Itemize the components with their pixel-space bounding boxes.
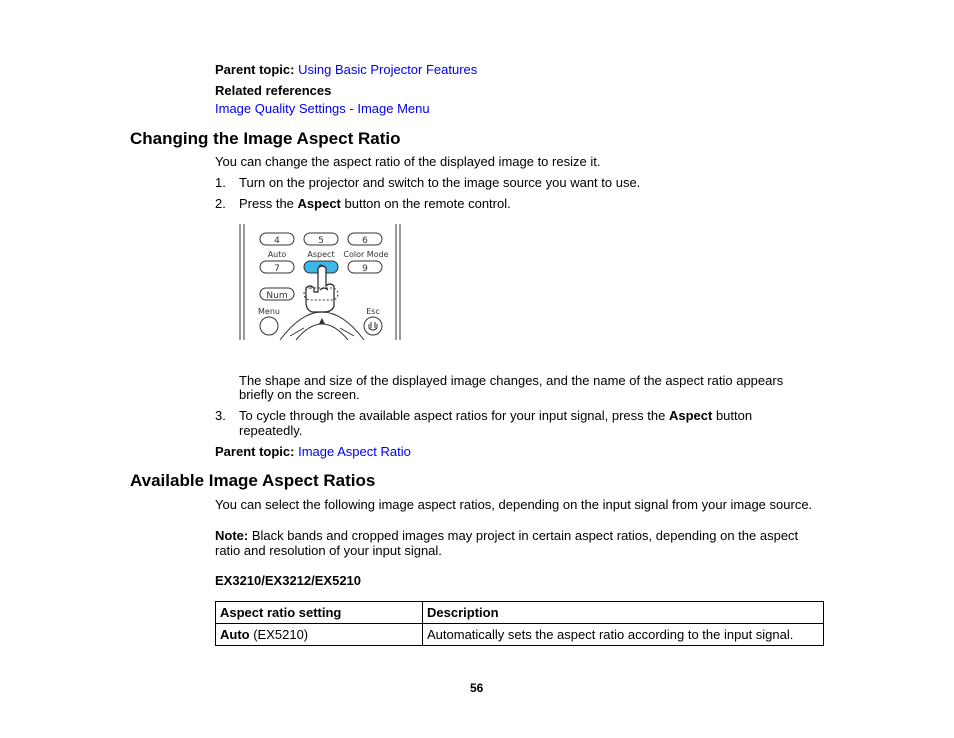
menu-label: Menu [258, 307, 280, 316]
note-line1 [215, 528, 798, 543]
step-3-text-a: To cycle through the available aspect ratios for your input signal, press the [239, 408, 669, 423]
remote-control-illustration [238, 224, 404, 342]
parent-topic-line [215, 62, 477, 77]
table-cell-description: Automatically sets the aspect ratio according to the input signal. [423, 624, 824, 646]
key-6-label: 6 [362, 236, 368, 246]
esc-label: Esc [366, 307, 380, 316]
section-heading-changing-aspect: Changing the Image Aspect Ratio [130, 129, 401, 148]
step-3-text-line2: repeatedly. [239, 423, 303, 438]
result-text-line1: The shape and size of the displayed image changes, and the name of the aspect ratio appears [239, 373, 784, 388]
models-heading: EX3210/EX3212/EX5210 [215, 573, 362, 588]
color-mode-label: Color Mode [343, 250, 389, 259]
step-3-text-c: button [712, 408, 753, 423]
parent-topic-link[interactable]: Using Basic Projector Features [298, 62, 478, 77]
table-header-row [216, 602, 824, 624]
setting-model: (EX5210) [249, 627, 309, 642]
setting-auto: Auto [220, 627, 250, 642]
step-1-text: Turn on the projector and switch to the image source you want to use. [239, 175, 641, 190]
num-label: Num [266, 291, 288, 301]
step-3-aspect-word: Aspect [668, 408, 713, 423]
parent-topic-label: Parent topic: [215, 62, 295, 77]
aspect-ratio-table [215, 601, 824, 646]
step-3-text [239, 408, 752, 423]
key-5-label: 5 [318, 236, 324, 246]
menu-button [260, 317, 278, 335]
note-text: Black bands and cropped images may project in certain aspect ratios, depending on the aspect [248, 528, 799, 543]
esc-button [364, 317, 382, 335]
table-header-description: Description [423, 602, 824, 624]
aspect-label: Aspect [307, 250, 335, 259]
section1-parent-topic-label: Parent topic: [215, 444, 295, 459]
page-number: 56 [470, 681, 484, 695]
table-header-setting: Aspect ratio setting [216, 602, 423, 624]
section-heading-available-ratios: Available Image Aspect Ratios [130, 471, 376, 490]
key-9-label: 9 [362, 264, 368, 274]
note-label: Note: [215, 528, 249, 543]
table-cell-setting [216, 624, 423, 646]
auto-label: Auto [267, 250, 287, 259]
note-line2: ratio and resolution of your input signal. [215, 543, 442, 558]
step-3-number: 3. [215, 408, 226, 423]
step-2-text-a: Press the [239, 196, 298, 211]
key-4-label: 4 [274, 236, 280, 246]
step-2-text [239, 196, 511, 211]
section2-intro: You can select the following image aspect ratios, depending on the input signal from your image source. [215, 497, 813, 512]
step-2-number: 2. [215, 196, 226, 211]
table-row [216, 624, 824, 646]
step-2-text-c: button on the remote control. [340, 196, 511, 211]
step-1-number: 1. [215, 175, 226, 190]
esc-hand-icon [369, 322, 377, 330]
step-2-aspect-word: Aspect [297, 196, 341, 211]
section1-intro: You can change the aspect ratio of the displayed image to resize it. [215, 154, 601, 169]
up-arrow-icon: ▲ [318, 316, 326, 325]
section1-parent-topic-link[interactable]: Image Aspect Ratio [298, 444, 411, 459]
result-text-line2: briefly on the screen. [239, 387, 360, 402]
related-reference-link[interactable]: Image Quality Settings - Image Menu [215, 101, 430, 116]
key-7-label: 7 [274, 264, 280, 274]
section1-parent-topic [215, 444, 411, 459]
related-references-label: Related references [215, 83, 332, 98]
